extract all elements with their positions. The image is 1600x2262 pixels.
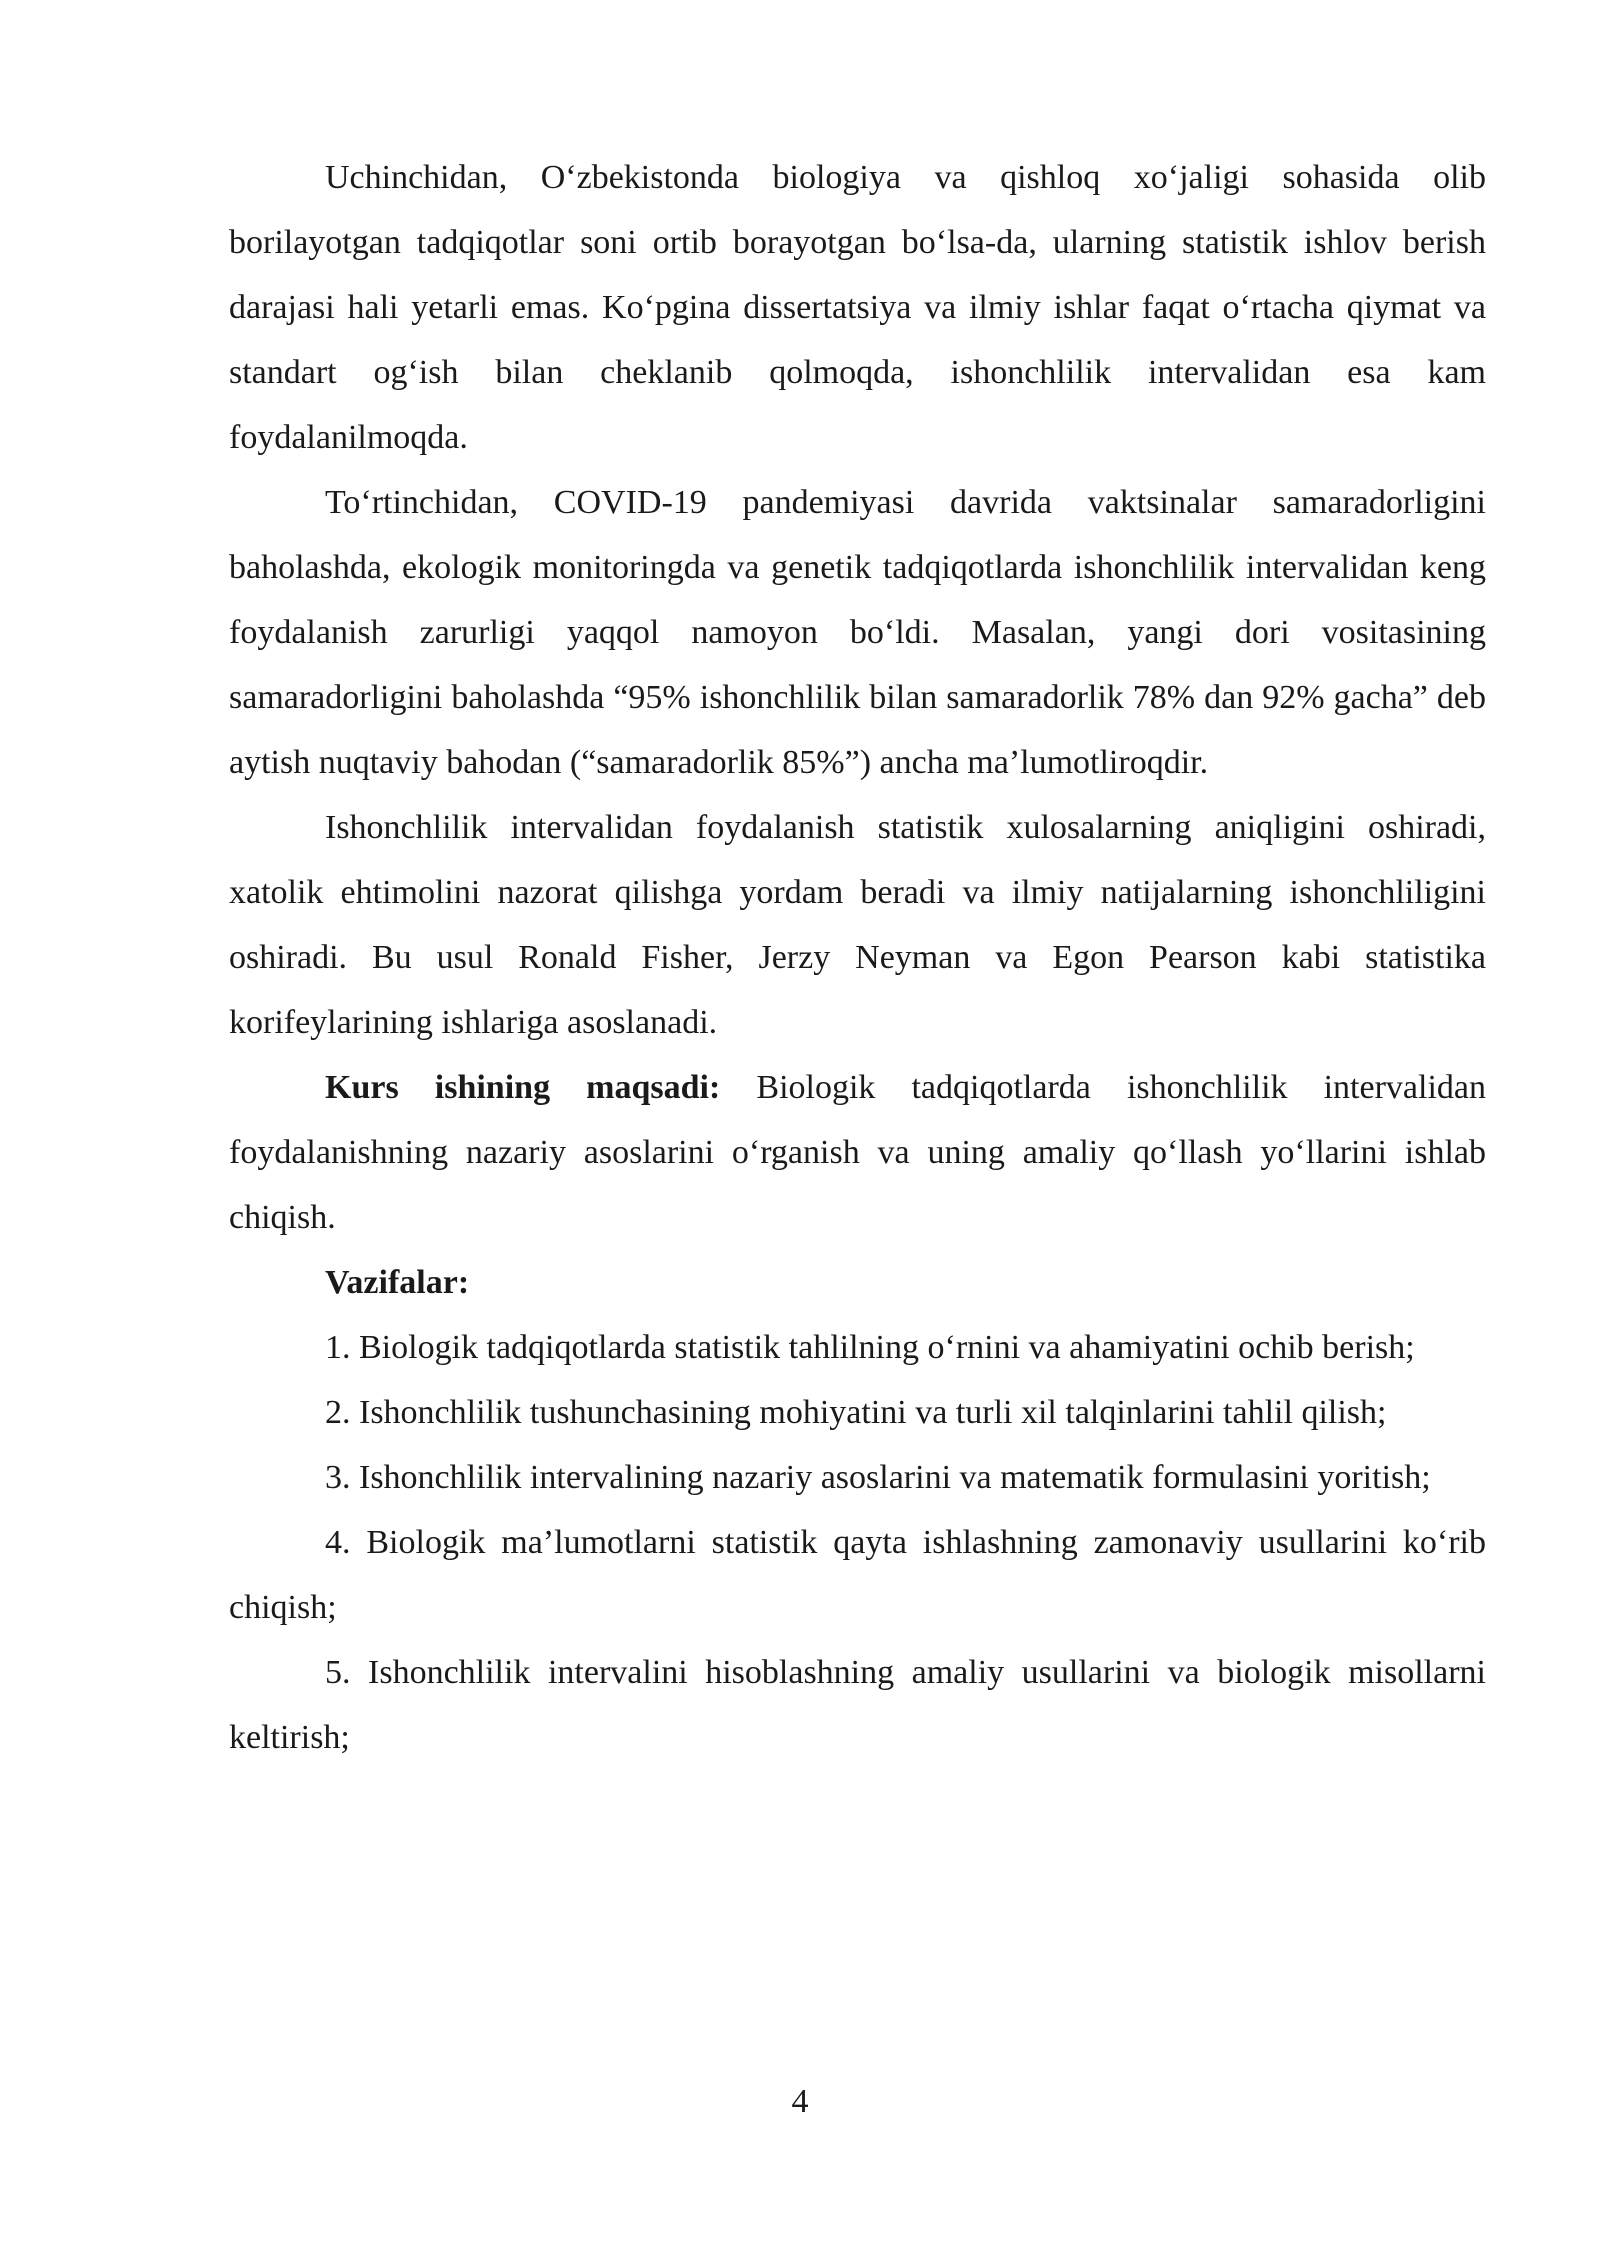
tasks-heading: Vazifalar: bbox=[325, 1264, 470, 1301]
page-body bbox=[229, 145, 1486, 1770]
task-item-5: 5. Ishonchlilik intervalini hisoblashning amaliy usullarini va biologik misollarni keltirish; bbox=[229, 1654, 1486, 1756]
paragraph-uchinchidan: Uchinchidan, O‘zbekistonda biologiya va qishloq xo‘jaligi sohasida olib borilayotgan tadqiqotlar soni ortib borayotgan bo‘lsa-da, ularning statistik ishlov berish darajasi hali yetarli emas. Ko‘pgina dissertatsiya va ilmiy ishlar faqat o‘rtacha qiymat va standart og‘ish bilan cheklanib qolmoqda, ishonchlilik intervalidan esa kam foydalanilmoqda. bbox=[229, 159, 1486, 456]
goal-paragraph bbox=[229, 1055, 1486, 1250]
page-number: 4 bbox=[791, 2083, 809, 2120]
task-item-3: 3. Ishonchlilik intervalining nazariy asoslarini va matematik formulasini yoritish; bbox=[325, 1459, 1431, 1496]
task-item-4: 4. Biologik ma’lumotlarni statistik qayta ishlashning zamonaviy usullarini ko‘rib chiqish; bbox=[229, 1524, 1486, 1626]
task-item-1: 1. Biologik tadqiqotlarda statistik tahlilning o‘rnini va ahamiyatini ochib berish; bbox=[325, 1329, 1415, 1366]
task-item-2: 2. Ishonchlilik tushunchasining mohiyatini va turli xil talqinlarini tahlil qilish; bbox=[325, 1394, 1387, 1431]
paragraph-tortinchidan: To‘rtinchidan, COVID-19 pandemiyasi davrida vaktsinalar samaradorligini baholashda, ekologik monitoringda va genetik tadqiqotlarda ishonchlilik intervalidan keng foydalanish zarurligi yaqqol namoyon bo‘ldi. Masalan, yangi dori vositasining samaradorligini baholashda “95% ishonchlilik bilan samaradorlik 78% dan 92% gacha” deb aytish nuqtaviy bahodan (“samaradorlik 85%”) ancha ma’lumotliroqdir. bbox=[229, 484, 1486, 781]
paragraph-ishonchlilik: Ishonchlilik intervalidan foydalanish statistik xulosalarning aniqligini oshiradi, xatolik ehtimolini nazorat qilishga yordam beradi va ilmiy natijalarning ishonchliligini oshiradi. Bu usul Ronald Fisher, Jerzy Neyman va Egon Pearson kabi statistika korifeylarining ishlariga asoslanadi. bbox=[229, 809, 1486, 1041]
goal-text: Biologik tadqiqotlarda ishonchlilik intervalidan foydalanishning nazariy asoslarini o‘rganish va uning amaliy qo‘llash yo‘llarini ishlab chiqish. bbox=[229, 1069, 1486, 1236]
goal-label: Kurs ishining maqsadi: bbox=[325, 1069, 721, 1106]
